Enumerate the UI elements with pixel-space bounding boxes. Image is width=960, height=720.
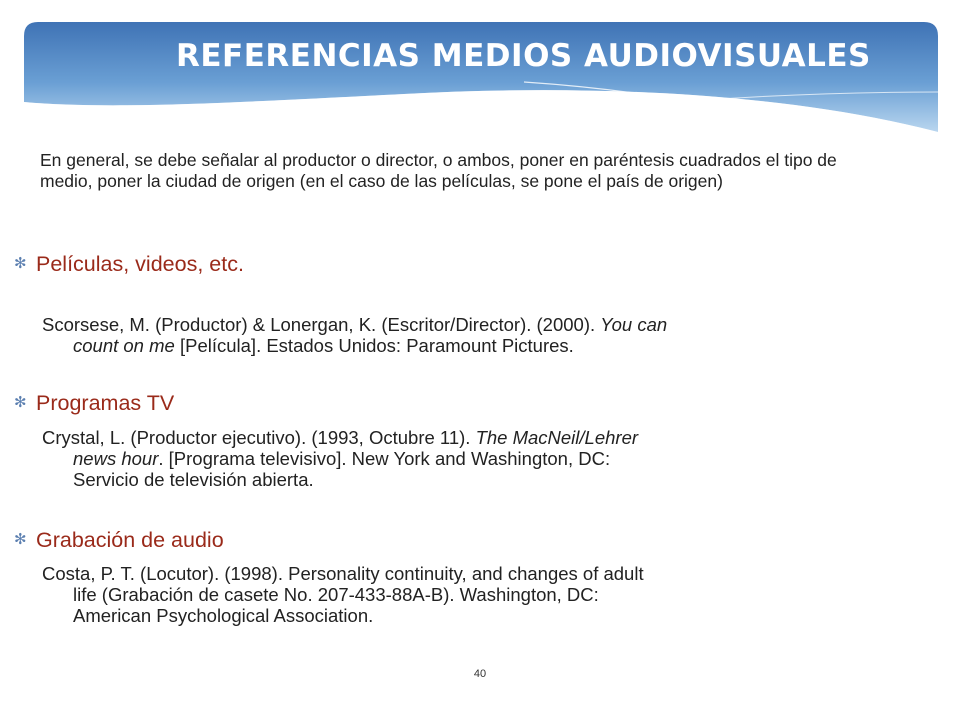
ref-text: . [Programa televisivo]. New York and Washington, DC: xyxy=(158,448,611,469)
section-heading-label: Películas, videos, etc. xyxy=(36,252,244,276)
section-heading-grabacion-audio xyxy=(14,528,224,553)
ref-text: Crystal, L. (Productor ejecutivo). (1993, Octubre 11). xyxy=(42,427,476,448)
section-heading-label: Grabación de audio xyxy=(36,528,224,552)
intro-paragraph: En general, se debe señalar al productor o director, o ambos, poner en paréntesis cuadrados el tipo de medio, poner la ciudad de origen (en el caso de las películas, se pone el país de origen) xyxy=(40,150,837,191)
section-heading-peliculas xyxy=(14,252,244,277)
ref-italic-title: news hour xyxy=(73,448,159,469)
bullet-icon: ✻ xyxy=(14,394,27,411)
ref-italic-title: count on me xyxy=(73,335,175,356)
reference-peliculas xyxy=(42,314,832,356)
reference-programas-tv xyxy=(42,427,832,490)
ref-text: [Película]. Estados Unidos: Paramount Pictures. xyxy=(174,335,574,356)
section-heading-programas-tv xyxy=(14,391,174,416)
ref-text: Costa, P. T. (Locutor). (1998). Personality continuity, and changes of adult xyxy=(42,563,644,584)
ref-text: American Psychological Association. xyxy=(73,605,374,626)
ref-text: Scorsese, M. (Productor) & Lonergan, K. (Escritor/Director). (2000). xyxy=(42,314,601,335)
section-heading-label: Programas TV xyxy=(36,391,175,415)
reference-grabacion-audio xyxy=(42,563,832,626)
ref-italic-title: The MacNeil/Lehrer xyxy=(475,427,639,448)
slide-title: REFERENCIAS MEDIOS AUDIOVISUALES xyxy=(176,38,871,74)
ref-text: life (Grabación de casete No. 207-433-88A-B). Washington, DC: xyxy=(73,584,599,605)
page-number: 40 xyxy=(473,668,487,680)
ref-italic-title: You can xyxy=(600,314,668,335)
ref-text: Servicio de televisión abierta. xyxy=(73,469,314,490)
bullet-icon: ✻ xyxy=(14,531,27,548)
bullet-icon: ✻ xyxy=(14,255,27,272)
